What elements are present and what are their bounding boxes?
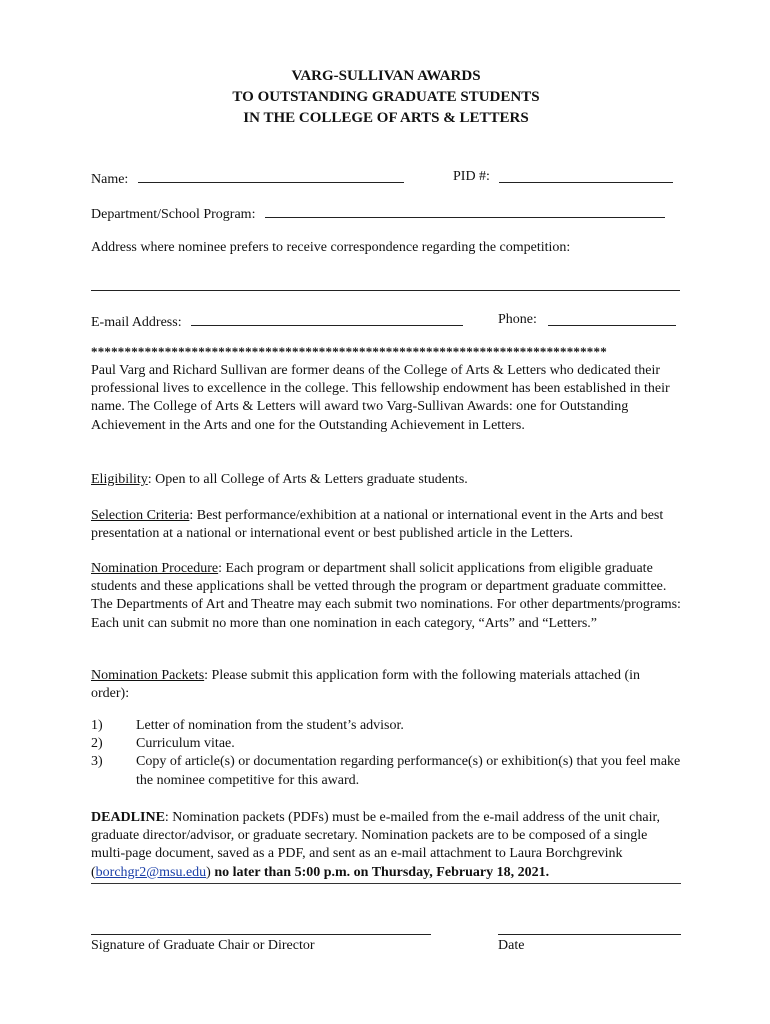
packets-text: : Please submit this application form with the following materials attached (in order): [91,668,641,702]
procedure-heading: Nomination Procedure [91,561,219,576]
pid-field[interactable] [499,168,673,183]
deadline-after-link: ) [206,864,215,880]
address-row [91,276,681,297]
deadline-divider [91,883,681,884]
document-title [91,66,681,129]
list-item [91,753,681,789]
signature-line[interactable] [91,934,431,935]
deadline-text: : Nomination packets (PDFs) must be e-mailed from the e-mail address of the unit chair, graduate director/advisor, or graduate secretary. Nomination packets are to be composed of a single multi-page document, saved as a PDF, and sent as an e-mail attachment to Laura Borchgrevink ( [91,810,661,880]
intro-paragraph: Paul Varg and Richard Sullivan are former deans of the College of Arts & Letters who dedicated their professional lives to excellence in the college. This fellowship endowment has been established in their name. The College of Arts & Letters will award two Varg-Sullivan Awards: one for Outstanding Achievement in the Arts and one for the Outstanding Achievement in Letters. [91,363,670,433]
department-field[interactable] [265,203,665,218]
deadline-heading: DEADLINE [91,810,165,825]
selection-text: : Best performance/exhibition at a national or international event in the Arts and best presentation at a national or international event or best published article in the Letters. [91,508,664,542]
list-item [91,717,681,735]
deadline-paragraph [91,809,681,882]
list-item-text: Copy of article(s) or documentation regarding performance(s) or exhibition(s) that you feel make the nominee competitive for this award. [136,754,681,788]
selection-heading: Selection Criteria [91,508,190,523]
signature-label: Signature of Graduate Chair or Director [91,938,315,953]
name-pid-row [91,168,681,189]
procedure-paragraph [91,560,681,633]
department-label: Department/School Program: [91,207,256,222]
list-item-text: Curriculum vitae. [136,736,235,752]
packets-paragraph [91,667,681,703]
eligibility-text: : Open to all College of Arts & Letters graduate students. [147,472,468,487]
pid-label: PID #: [453,169,490,184]
department-row [91,203,681,224]
eligibility-heading: Eligibility [91,472,148,487]
address-label: Address where nominee prefers to receive correspondence regarding the competition: [91,240,571,255]
contact-email-link[interactable]: borchgr2@msu.edu [95,864,207,880]
address-field[interactable] [91,276,680,291]
name-label: Name: [91,172,129,187]
date-line[interactable] [498,934,681,935]
phone-field[interactable] [548,311,676,326]
packets-heading: Nomination Packets [91,668,205,683]
packets-list [91,717,681,790]
name-field[interactable] [138,168,404,183]
eligibility-paragraph [91,471,681,489]
email-phone-row [91,311,681,332]
separator-line: ***************************************************************************** [91,344,607,359]
phone-label: Phone: [498,312,537,327]
email-field[interactable] [191,311,463,326]
title-line-2: TO OUTSTANDING GRADUATE STUDENTS [232,89,540,105]
title-line-1: VARG-SULLIVAN AWARDS [291,68,481,84]
procedure-text: : Each program or department shall solicit applications from eligible graduate students and these applications shall be vetted through the program or department graduate committee. The Departments of Art and Theatre may each submit two nominations. For other departments/programs: Each unit can submit no more than one nomination in each category, “Arts” and “Letters.” [91,561,681,631]
email-label: E-mail Address: [91,315,182,330]
list-item-text: Letter of nomination from the student’s advisor. [136,718,404,733]
title-line-3: IN THE COLLEGE OF ARTS & LETTERS [243,110,529,126]
date-label: Date [498,938,525,953]
list-item [91,735,681,753]
list-item-number: 3) [91,754,103,770]
deadline-date: no later than 5:00 p.m. on Thursday, February 18, 2021. [214,864,550,880]
list-item-number: 2) [91,736,103,752]
list-item-number: 1) [91,718,103,733]
selection-paragraph [91,507,681,543]
